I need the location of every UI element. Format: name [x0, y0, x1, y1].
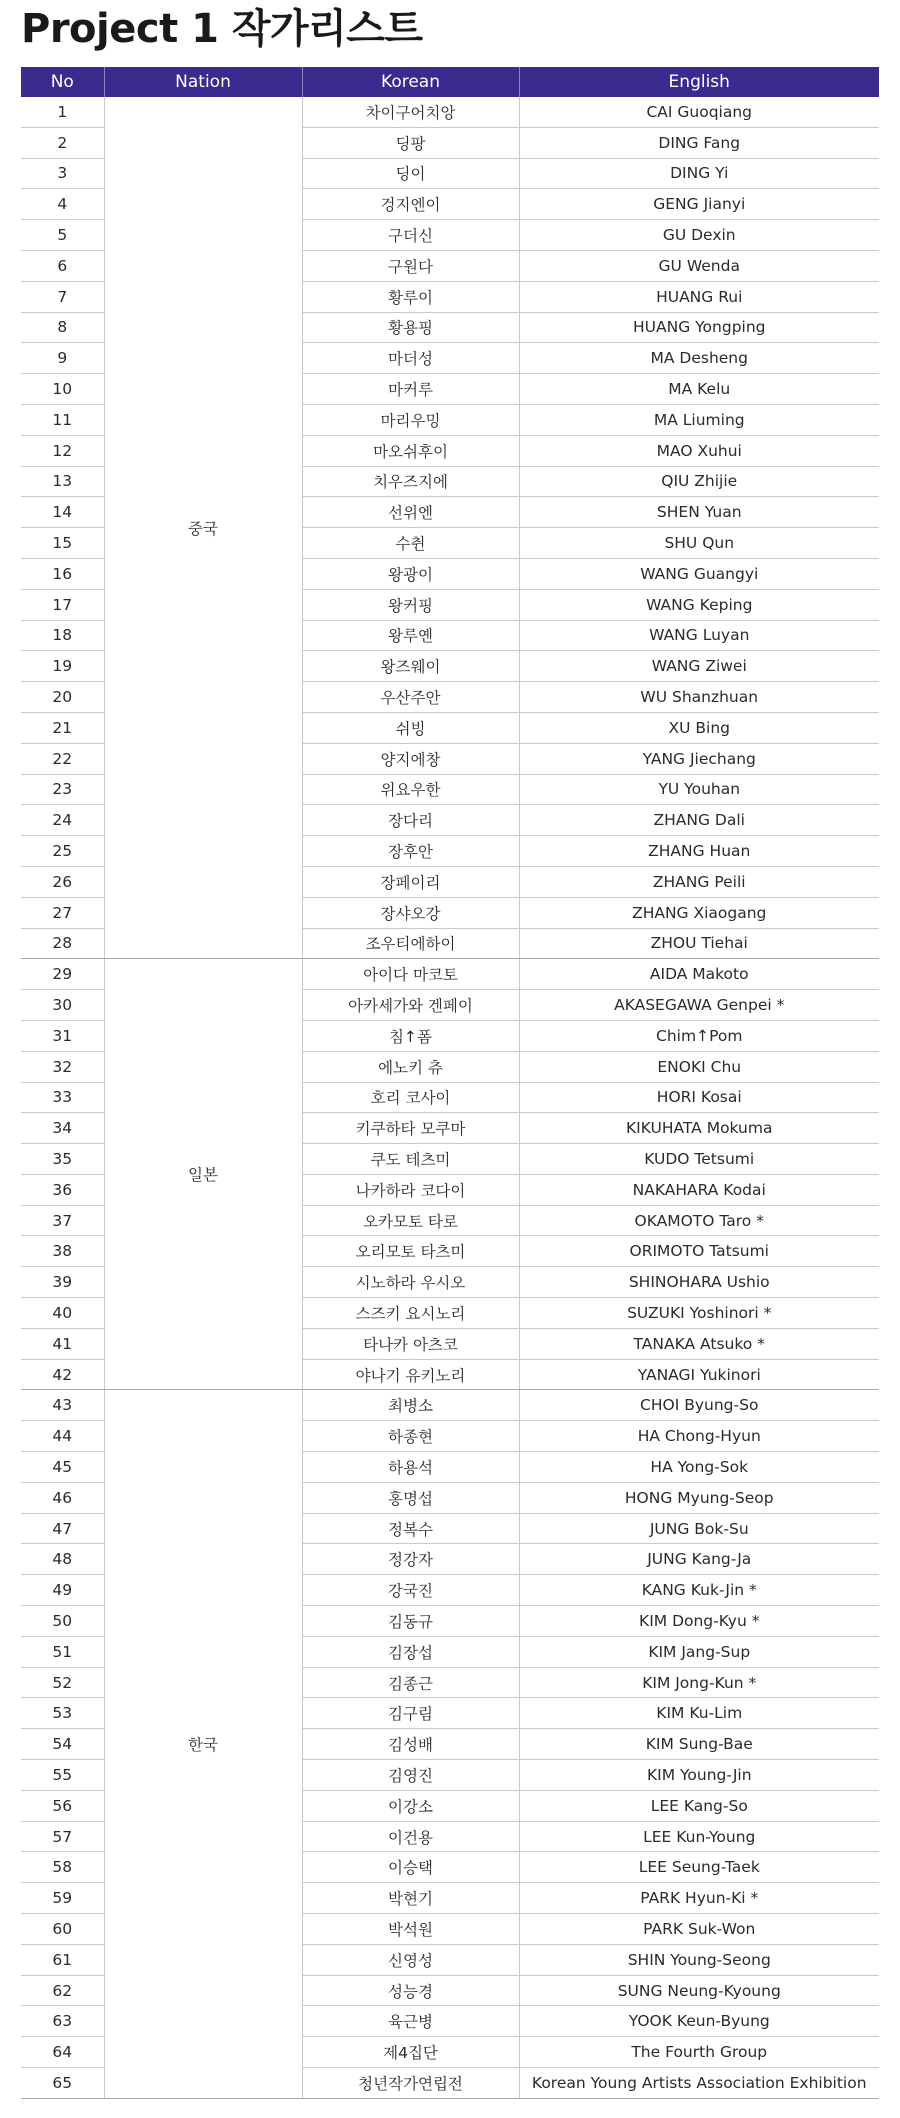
cell-korean-name: 성능경: [302, 1975, 519, 2006]
cell-no: 57: [21, 1821, 104, 1852]
cell-korean-name: 왕즈웨이: [302, 651, 519, 682]
cell-korean-name: 신영성: [302, 1944, 519, 1975]
cell-no: 16: [21, 558, 104, 589]
page-title: Project 1 작가리스트: [21, 6, 423, 52]
cell-no: 22: [21, 743, 104, 774]
cell-english-name: AIDA Makoto: [519, 959, 879, 990]
cell-english-name: MA Kelu: [519, 374, 879, 405]
table-header: [21, 67, 879, 97]
cell-korean-name: 조우티에하이: [302, 928, 519, 959]
cell-no: 21: [21, 712, 104, 743]
cell-english-name: GENG Jianyi: [519, 189, 879, 220]
cell-no: 27: [21, 897, 104, 928]
cell-no: 28: [21, 928, 104, 959]
cell-english-name: ZHANG Xiaogang: [519, 897, 879, 928]
cell-english-name: MAO Xuhui: [519, 435, 879, 466]
cell-english-name: MA Liuming: [519, 404, 879, 435]
cell-korean-name: 마오쉬후이: [302, 435, 519, 466]
cell-nation: 중국: [104, 97, 302, 959]
cell-no: 40: [21, 1298, 104, 1329]
cell-english-name: ZHANG Peili: [519, 866, 879, 897]
cell-no: 55: [21, 1760, 104, 1791]
cell-english-name: MA Desheng: [519, 343, 879, 374]
cell-korean-name: 시노하라 우시오: [302, 1267, 519, 1298]
cell-no: 1: [21, 97, 104, 127]
cell-no: 53: [21, 1698, 104, 1729]
artist-table: [21, 67, 879, 2099]
cell-korean-name: 스즈키 요시노리: [302, 1298, 519, 1329]
cell-english-name: HUANG Rui: [519, 281, 879, 312]
cell-english-name: YANAGI Yukinori: [519, 1359, 879, 1390]
cell-korean-name: 수췬: [302, 528, 519, 559]
cell-no: 51: [21, 1636, 104, 1667]
cell-no: 64: [21, 2037, 104, 2068]
cell-english-name: SUNG Neung-Kyoung: [519, 1975, 879, 2006]
cell-english-name: KIKUHATA Mokuma: [519, 1113, 879, 1144]
cell-no: 45: [21, 1452, 104, 1483]
cell-korean-name: 왕광이: [302, 558, 519, 589]
cell-korean-name: 오리모토 타츠미: [302, 1236, 519, 1267]
cell-korean-name: 마리우밍: [302, 404, 519, 435]
cell-no: 59: [21, 1883, 104, 1914]
cell-english-name: AKASEGAWA Genpei *: [519, 990, 879, 1021]
cell-english-name: GU Wenda: [519, 250, 879, 281]
cell-no: 17: [21, 589, 104, 620]
cell-no: 3: [21, 158, 104, 189]
cell-english-name: KIM Jang-Sup: [519, 1636, 879, 1667]
cell-korean-name: 박현기: [302, 1883, 519, 1914]
cell-english-name: KUDO Tetsumi: [519, 1144, 879, 1175]
cell-english-name: HUANG Yongping: [519, 312, 879, 343]
cell-korean-name: 이강소: [302, 1790, 519, 1821]
cell-no: 56: [21, 1790, 104, 1821]
cell-english-name: GU Dexin: [519, 220, 879, 251]
cell-english-name: KIM Dong-Kyu *: [519, 1606, 879, 1637]
cell-english-name: JUNG Bok-Su: [519, 1513, 879, 1544]
cell-no: 5: [21, 220, 104, 251]
cell-korean-name: 장후안: [302, 836, 519, 867]
cell-korean-name: 장페이리: [302, 866, 519, 897]
cell-english-name: LEE Seung-Taek: [519, 1852, 879, 1883]
cell-no: 14: [21, 497, 104, 528]
cell-no: 12: [21, 435, 104, 466]
cell-english-name: PARK Suk-Won: [519, 1914, 879, 1945]
cell-no: 35: [21, 1144, 104, 1175]
cell-english-name: ORIMOTO Tatsumi: [519, 1236, 879, 1267]
cell-english-name: HORI Kosai: [519, 1082, 879, 1113]
cell-english-name: YU Youhan: [519, 774, 879, 805]
cell-english-name: HA Chong-Hyun: [519, 1421, 879, 1452]
cell-korean-name: 쉬빙: [302, 712, 519, 743]
cell-no: 61: [21, 1944, 104, 1975]
cell-korean-name: 황용핑: [302, 312, 519, 343]
cell-korean-name: 차이구어치앙: [302, 97, 519, 127]
cell-korean-name: 호리 코사이: [302, 1082, 519, 1113]
cell-no: 65: [21, 2068, 104, 2099]
cell-no: 48: [21, 1544, 104, 1575]
cell-no: 41: [21, 1328, 104, 1359]
cell-english-name: WANG Luyan: [519, 620, 879, 651]
table-row: [21, 1390, 879, 1421]
cell-no: 38: [21, 1236, 104, 1267]
cell-korean-name: 장다리: [302, 805, 519, 836]
cell-korean-name: 에노키 츄: [302, 1051, 519, 1082]
cell-korean-name: 정복수: [302, 1513, 519, 1544]
cell-korean-name: 하종현: [302, 1421, 519, 1452]
cell-english-name: HONG Myung-Seop: [519, 1482, 879, 1513]
cell-no: 52: [21, 1667, 104, 1698]
cell-no: 33: [21, 1082, 104, 1113]
cell-korean-name: 치우즈지에: [302, 466, 519, 497]
cell-korean-name: 홍명섭: [302, 1482, 519, 1513]
cell-no: 4: [21, 189, 104, 220]
cell-english-name: ZHANG Huan: [519, 836, 879, 867]
cell-english-name: SHU Qun: [519, 528, 879, 559]
cell-korean-name: 타나카 아츠코: [302, 1328, 519, 1359]
table-body: [21, 97, 879, 2098]
cell-english-name: WANG Ziwei: [519, 651, 879, 682]
cell-korean-name: 딩팡: [302, 127, 519, 158]
cell-korean-name: 황루이: [302, 281, 519, 312]
cell-korean-name: 김영진: [302, 1760, 519, 1791]
cell-no: 37: [21, 1205, 104, 1236]
header-nation: Nation: [104, 67, 302, 97]
cell-english-name: Korean Young Artists Association Exhibition: [519, 2068, 879, 2099]
cell-korean-name: 마더성: [302, 343, 519, 374]
cell-english-name: JUNG Kang-Ja: [519, 1544, 879, 1575]
cell-english-name: KANG Kuk-Jin *: [519, 1575, 879, 1606]
cell-korean-name: 장샤오강: [302, 897, 519, 928]
cell-english-name: KIM Young-Jin: [519, 1760, 879, 1791]
cell-english-name: KIM Jong-Kun *: [519, 1667, 879, 1698]
cell-english-name: WANG Keping: [519, 589, 879, 620]
cell-no: 2: [21, 127, 104, 158]
cell-korean-name: 육근병: [302, 2006, 519, 2037]
cell-korean-name: 왕루옌: [302, 620, 519, 651]
cell-korean-name: 쿠도 테츠미: [302, 1144, 519, 1175]
cell-korean-name: 김종근: [302, 1667, 519, 1698]
cell-english-name: XU Bing: [519, 712, 879, 743]
cell-english-name: WU Shanzhuan: [519, 682, 879, 713]
cell-no: 18: [21, 620, 104, 651]
cell-english-name: The Fourth Group: [519, 2037, 879, 2068]
cell-english-name: NAKAHARA Kodai: [519, 1174, 879, 1205]
cell-english-name: ZHOU Tiehai: [519, 928, 879, 959]
cell-no: 25: [21, 836, 104, 867]
cell-english-name: SHINOHARA Ushio: [519, 1267, 879, 1298]
cell-english-name: DING Fang: [519, 127, 879, 158]
table-row: [21, 959, 879, 990]
cell-nation: 일본: [104, 959, 302, 1390]
cell-no: 8: [21, 312, 104, 343]
cell-korean-name: 최병소: [302, 1390, 519, 1421]
cell-no: 31: [21, 1020, 104, 1051]
cell-english-name: OKAMOTO Taro *: [519, 1205, 879, 1236]
cell-no: 19: [21, 651, 104, 682]
cell-english-name: KIM Ku-Lim: [519, 1698, 879, 1729]
cell-english-name: YANG Jiechang: [519, 743, 879, 774]
cell-korean-name: 딩이: [302, 158, 519, 189]
cell-korean-name: 구원다: [302, 250, 519, 281]
cell-korean-name: 선위엔: [302, 497, 519, 528]
cell-korean-name: 왕커핑: [302, 589, 519, 620]
cell-english-name: TANAKA Atsuko *: [519, 1328, 879, 1359]
cell-english-name: CHOI Byung-So: [519, 1390, 879, 1421]
cell-no: 34: [21, 1113, 104, 1144]
cell-korean-name: 위요우한: [302, 774, 519, 805]
cell-korean-name: 겅지엔이: [302, 189, 519, 220]
cell-korean-name: 아카세가와 겐페이: [302, 990, 519, 1021]
cell-english-name: SHIN Young-Seong: [519, 1944, 879, 1975]
cell-korean-name: 청년작가연립전: [302, 2068, 519, 2099]
cell-korean-name: 나카하라 코다이: [302, 1174, 519, 1205]
cell-korean-name: 구더신: [302, 220, 519, 251]
cell-no: 10: [21, 374, 104, 405]
header-korean: Korean: [302, 67, 519, 97]
cell-no: 50: [21, 1606, 104, 1637]
cell-korean-name: 양지에창: [302, 743, 519, 774]
cell-korean-name: 우산주안: [302, 682, 519, 713]
cell-korean-name: 김구림: [302, 1698, 519, 1729]
cell-no: 32: [21, 1051, 104, 1082]
cell-no: 24: [21, 805, 104, 836]
cell-english-name: LEE Kang-So: [519, 1790, 879, 1821]
cell-korean-name: 야나기 유키노리: [302, 1359, 519, 1390]
cell-korean-name: 김성배: [302, 1729, 519, 1760]
cell-english-name: LEE Kun-Young: [519, 1821, 879, 1852]
cell-english-name: Chim↑Pom: [519, 1020, 879, 1051]
cell-korean-name: 마커루: [302, 374, 519, 405]
cell-no: 63: [21, 2006, 104, 2037]
cell-korean-name: 침↑폼: [302, 1020, 519, 1051]
header-row: [21, 67, 879, 97]
cell-english-name: SUZUKI Yoshinori *: [519, 1298, 879, 1329]
cell-no: 54: [21, 1729, 104, 1760]
cell-korean-name: 이승택: [302, 1852, 519, 1883]
cell-no: 26: [21, 866, 104, 897]
cell-no: 39: [21, 1267, 104, 1298]
cell-no: 11: [21, 404, 104, 435]
cell-no: 62: [21, 1975, 104, 2006]
cell-no: 9: [21, 343, 104, 374]
cell-korean-name: 이건용: [302, 1821, 519, 1852]
cell-english-name: HA Yong-Sok: [519, 1452, 879, 1483]
cell-no: 58: [21, 1852, 104, 1883]
cell-korean-name: 박석원: [302, 1914, 519, 1945]
cell-no: 46: [21, 1482, 104, 1513]
cell-no: 23: [21, 774, 104, 805]
cell-korean-name: 김동규: [302, 1606, 519, 1637]
cell-korean-name: 하용석: [302, 1452, 519, 1483]
cell-no: 60: [21, 1914, 104, 1945]
cell-no: 44: [21, 1421, 104, 1452]
cell-no: 6: [21, 250, 104, 281]
cell-korean-name: 정강자: [302, 1544, 519, 1575]
cell-english-name: WANG Guangyi: [519, 558, 879, 589]
cell-no: 29: [21, 959, 104, 990]
cell-english-name: CAI Guoqiang: [519, 97, 879, 127]
header-no: No: [21, 67, 104, 97]
cell-no: 20: [21, 682, 104, 713]
cell-english-name: ENOKI Chu: [519, 1051, 879, 1082]
cell-nation: 한국: [104, 1390, 302, 2098]
cell-korean-name: 강국진: [302, 1575, 519, 1606]
cell-korean-name: 김장섭: [302, 1636, 519, 1667]
cell-english-name: QIU Zhijie: [519, 466, 879, 497]
cell-english-name: SHEN Yuan: [519, 497, 879, 528]
cell-no: 15: [21, 528, 104, 559]
cell-no: 7: [21, 281, 104, 312]
cell-no: 36: [21, 1174, 104, 1205]
table-row: [21, 97, 879, 127]
cell-english-name: DING Yi: [519, 158, 879, 189]
cell-english-name: YOOK Keun-Byung: [519, 2006, 879, 2037]
cell-korean-name: 아이다 마코토: [302, 959, 519, 990]
header-english: English: [519, 67, 879, 97]
cell-no: 47: [21, 1513, 104, 1544]
cell-korean-name: 제4집단: [302, 2037, 519, 2068]
cell-no: 43: [21, 1390, 104, 1421]
cell-no: 49: [21, 1575, 104, 1606]
cell-korean-name: 키쿠하타 모쿠마: [302, 1113, 519, 1144]
cell-no: 13: [21, 466, 104, 497]
cell-english-name: KIM Sung-Bae: [519, 1729, 879, 1760]
cell-korean-name: 오카모토 타로: [302, 1205, 519, 1236]
cell-no: 30: [21, 990, 104, 1021]
cell-english-name: ZHANG Dali: [519, 805, 879, 836]
cell-english-name: PARK Hyun-Ki *: [519, 1883, 879, 1914]
cell-no: 42: [21, 1359, 104, 1390]
